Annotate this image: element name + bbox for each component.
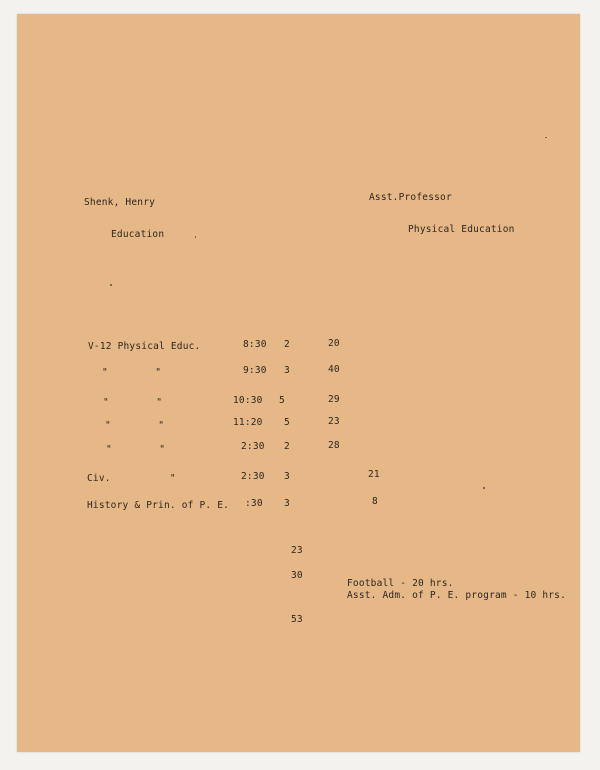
course-enrollment: 23 <box>328 416 340 427</box>
course-title: Civ. " <box>87 473 176 484</box>
course-credits: 3 <box>284 498 290 509</box>
document-page <box>17 14 580 752</box>
note-line: Asst. Adm. of P. E. program - 10 hrs. <box>347 590 567 601</box>
paper-speck <box>195 236 196 238</box>
course-credits: 2 <box>284 441 290 452</box>
course-title: " " <box>103 397 163 408</box>
course-enrollment: 21 <box>368 469 380 480</box>
course-time: 2:30 <box>241 441 265 452</box>
faculty-name: Shenk, Henry <box>84 197 156 208</box>
course-time: 11:20 <box>233 417 263 428</box>
total-value: 53 <box>291 614 303 625</box>
school-name: Education <box>111 229 165 240</box>
course-title: " " <box>106 444 166 455</box>
course-credits: 2 <box>284 339 290 350</box>
course-credits: 5 <box>284 417 290 428</box>
course-title: History & Prin. of P. E. <box>87 500 230 511</box>
course-title: V-12 Physical Educ. <box>88 341 201 352</box>
course-time: 10:30 <box>233 395 263 406</box>
course-enrollment: 8 <box>372 496 378 507</box>
total-value: 23 <box>291 545 303 556</box>
course-title: " " <box>105 420 165 431</box>
paper-speck <box>545 137 547 138</box>
department-name: Physical Education <box>408 224 515 235</box>
course-enrollment: 28 <box>328 440 340 451</box>
course-credits: 3 <box>284 365 290 376</box>
note-line: Football - 20 hrs. <box>347 578 454 589</box>
course-time: 9:30 <box>243 365 267 376</box>
paper-speck <box>483 487 485 489</box>
course-credits: 5 <box>279 395 285 406</box>
course-enrollment: 29 <box>328 394 340 405</box>
course-time: 8:30 <box>243 339 267 350</box>
course-title: " " <box>102 367 162 378</box>
course-enrollment: 20 <box>328 338 340 349</box>
total-value: 30 <box>291 570 303 581</box>
course-time: 2:30 <box>241 471 265 482</box>
paper-speck <box>110 284 112 286</box>
course-credits: 3 <box>284 471 290 482</box>
faculty-rank: Asst.Professor <box>369 192 452 203</box>
course-time: :30 <box>245 498 263 509</box>
course-enrollment: 40 <box>328 364 340 375</box>
